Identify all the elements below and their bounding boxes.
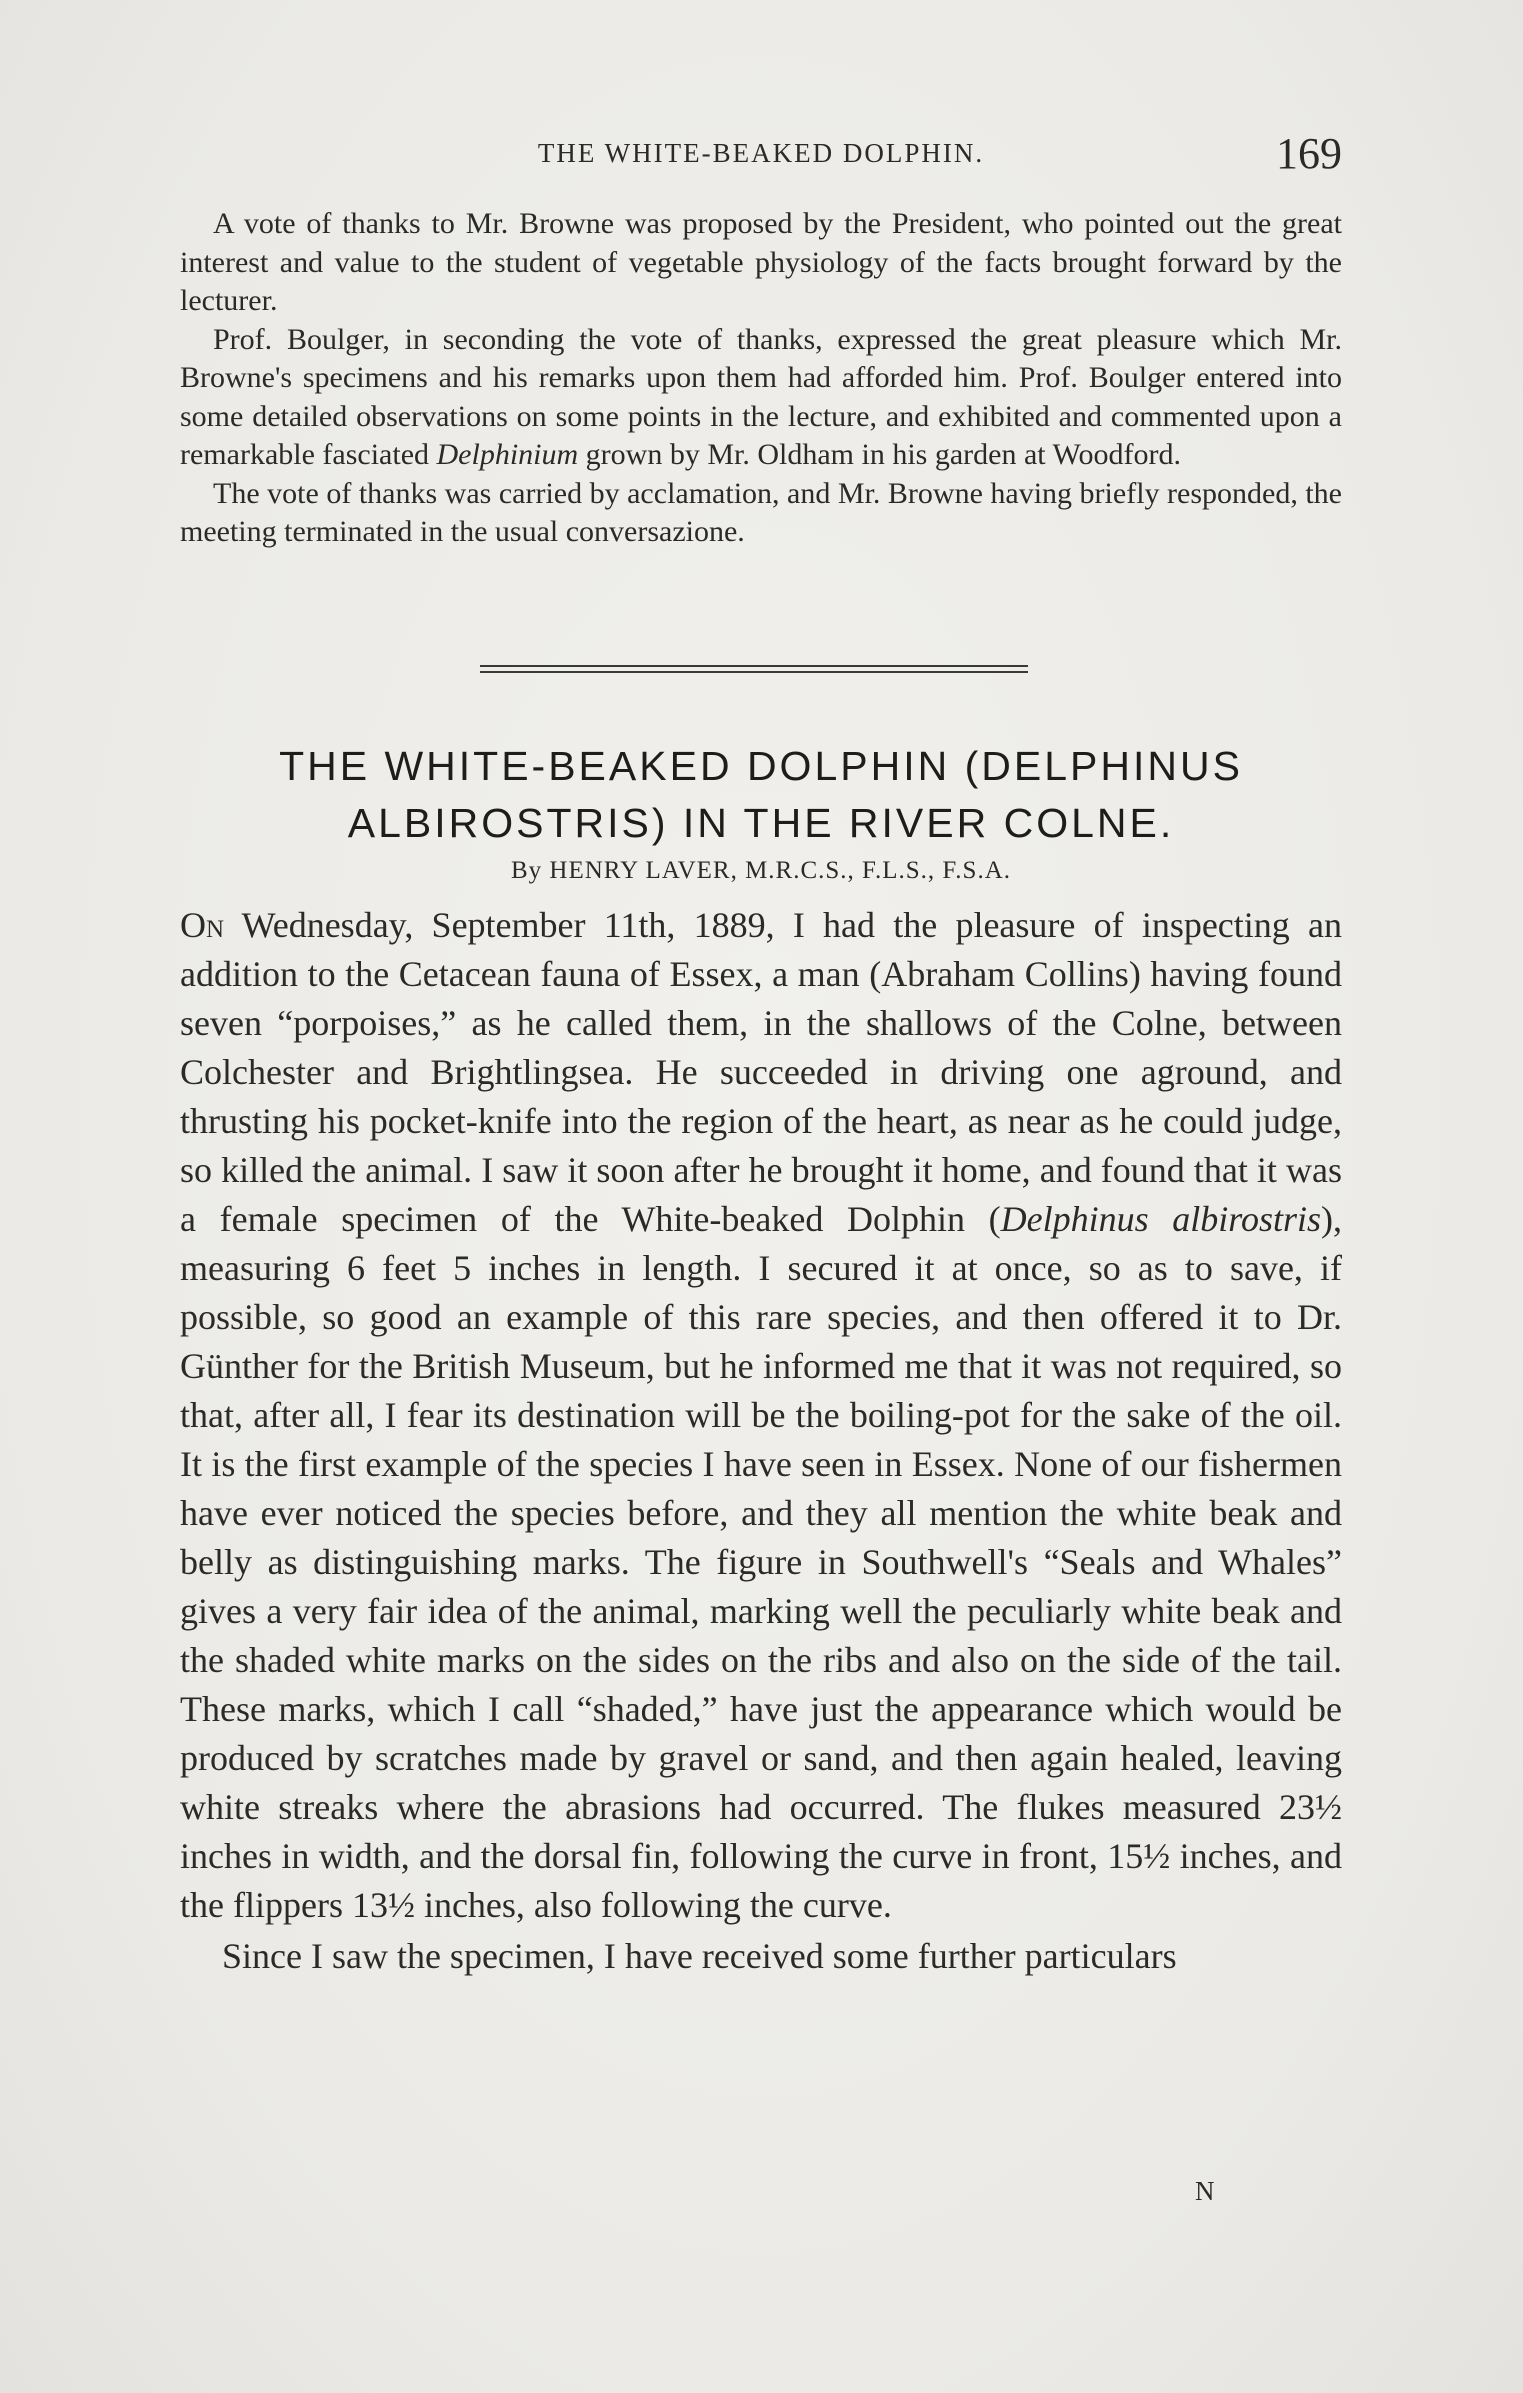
- article-title-line: ALBIROSTRIS) IN THE RIVER COLNE.: [347, 800, 1175, 846]
- italic-species: Delphinus albirostris: [1000, 1199, 1321, 1239]
- section-divider: [480, 665, 1028, 673]
- article-body: [180, 901, 1342, 1981]
- minutes-paragraph: Prof. Boulger, in seconding the vote of thanks, expressed the great pleasure which Mr. Browne's specimens and his remarks upon them had afforded him. Prof. Boulger entered into some detailed observations on some points in the lecture, and exhibited and commented upon a remarkable fasciated Delphinium grown by Mr. Oldham in his garden at Woodford.: [180, 322, 1342, 471]
- lead-word: On: [180, 905, 225, 945]
- body-paragraph: On Wednesday, September 11th, 1889, I had the pleasure of inspecting an addition to the Cetacean fauna of Essex, a man (Abraham Collins) having found seven “porpoises,” as he called them, in the shallows of the Colne, between Colchester and Brightlingsea. He succeeded in driving one aground, and thrusting his pocket-knife into the region of the heart, as near as he could judge, so killed the animal. I saw it soon after he brought it home, and found that it was a female specimen of the White-beaked Dolphin (Delphinus albirostris), measuring 6 feet 5 inches in length. I secured it at once, so as to save, if possible, so good an example of this rare species, and then offered it to Dr. Günther for the British Museum, but he informed me that it was not required, so that, after all, I fear its destination will be the boiling-pot for the sake of the oil. It is the first example of the species I have seen in Essex. None of our fishermen have ever noticed the species before, and they all mention the white beak and belly as distinguishing marks. The figure in Southwell's “Seals and Whales” gives a very fair idea of the animal, marking well the peculiarly white beak and the shaded white marks on the sides on the ribs and also on the side of the tail. These marks, which I call “shaded,” have just the appearance which would be produced by scratches made by gravel or sand, and then again healed, leaving white streaks where the abrasions had occurred. The flukes measured 23½ inches in width, and the dorsal fin, following the curve in front, 15½ inches, and the flippers 13½ inches, also following the curve.: [180, 905, 1342, 1925]
- page-header: [180, 128, 1342, 188]
- signature-mark: N: [1195, 2176, 1215, 2206]
- author-byline: By HENRY LAVER, M.R.C.S., F.L.S., F.S.A.: [511, 857, 1011, 884]
- minutes-paragraph: A vote of thanks to Mr. Browne was proposed by the President, who pointed out the great interest and value to the student of vegetable physiology of the facts brought forward by the lecturer.: [180, 207, 1342, 317]
- article-title: [180, 738, 1342, 852]
- article-title-line: THE WHITE-BEAKED DOLPHIN (DELPHINUS: [279, 743, 1243, 789]
- page-number: 169: [1276, 129, 1342, 178]
- body-paragraph: Since I saw the specimen, I have received some further particulars: [222, 1936, 1177, 1976]
- running-title: THE WHITE-BEAKED DOLPHIN.: [537, 138, 985, 168]
- meeting-minutes: [180, 205, 1342, 552]
- italic-genus: Delphinium: [436, 438, 579, 471]
- minutes-paragraph: The vote of thanks was carried by acclamation, and Mr. Browne having briefly responded, the meeting terminated in the usual conversazione.: [180, 476, 1342, 548]
